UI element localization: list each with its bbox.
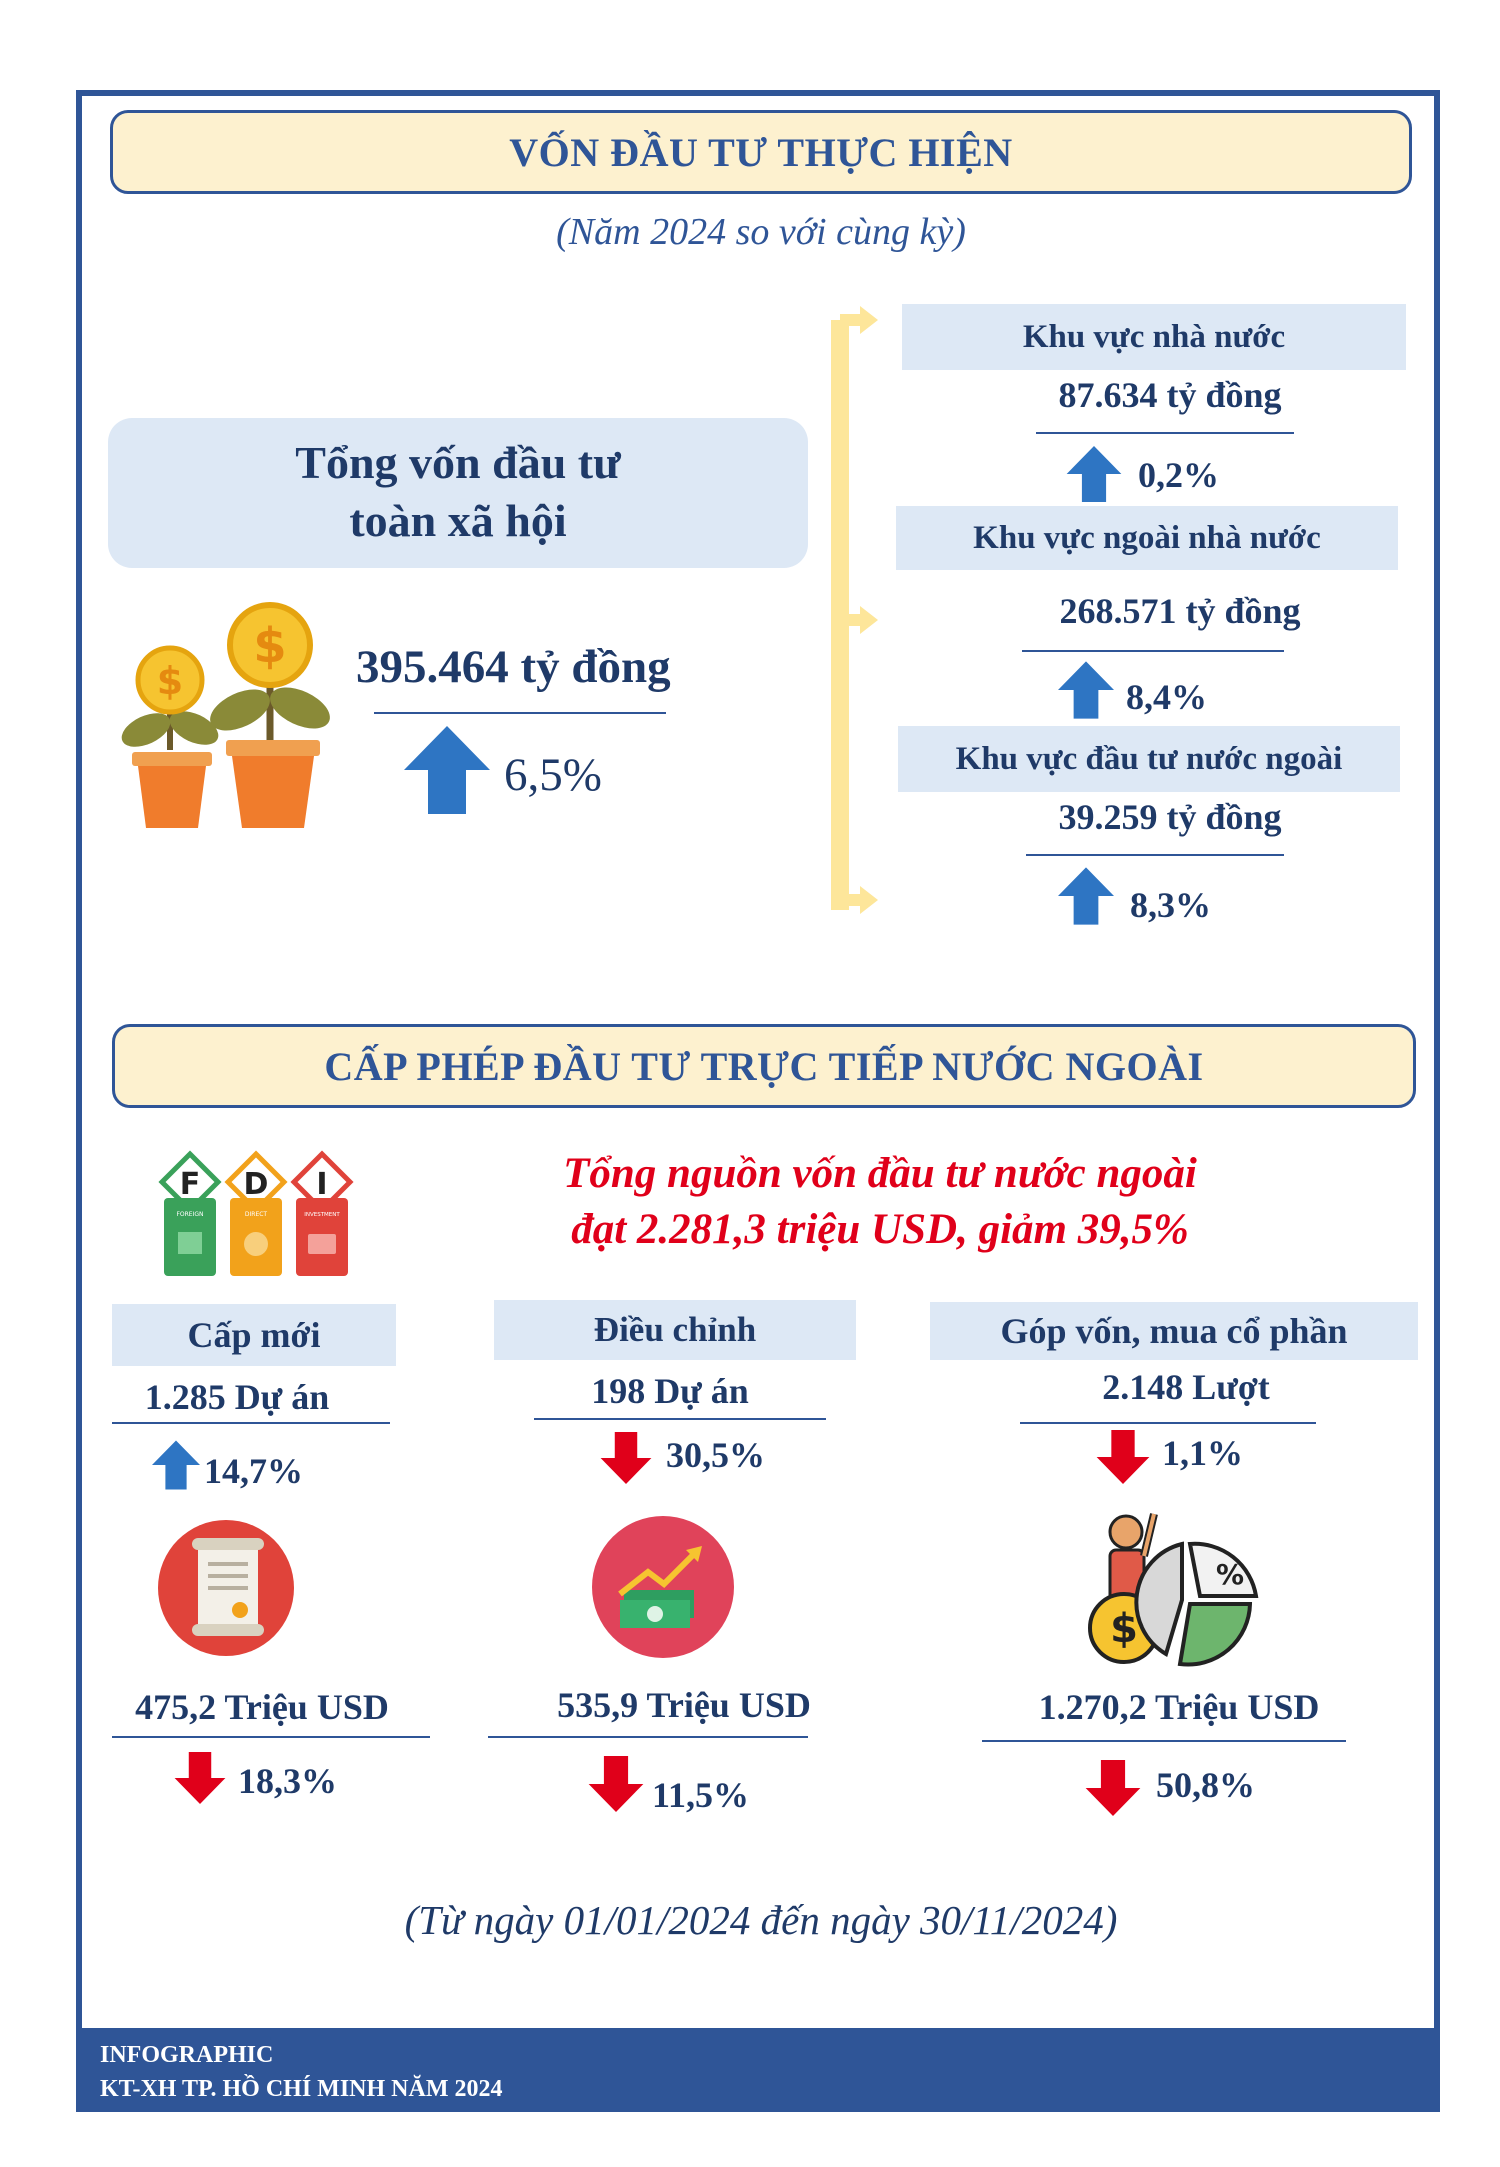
down-arrow-icon	[1094, 1430, 1152, 1484]
sector-state-underline	[1036, 432, 1294, 434]
fdi-title-banner	[112, 1024, 1416, 1108]
fdi-new-count: 1.285 Dự án	[144, 1377, 330, 1417]
fdi-new-capital: 475,2 Triệu USD	[135, 1687, 389, 1727]
fdi-capital-contribution-label-text: Góp vốn, mua cổ phần	[1000, 1311, 1348, 1351]
footer-line2: KT-XH TP. HỒ CHÍ MINH NĂM 2024	[100, 2076, 503, 2102]
svg-text:D: D	[243, 1167, 269, 1202]
total-investment-label-box	[108, 418, 808, 568]
up-arrow-icon	[1066, 446, 1122, 502]
fdi-new-capital-change: 18,3%	[238, 1761, 337, 1801]
sector-nonstate-value: 268.571 tỷ đồng	[1059, 591, 1301, 631]
svg-text:$: $	[156, 659, 184, 703]
investment-title: VỐN ĐẦU TƯ THỰC HIỆN	[509, 129, 1013, 175]
fdi-adjust-capital-underline	[488, 1736, 808, 1738]
svg-text:I: I	[316, 1167, 328, 1202]
svg-text:$: $	[253, 618, 287, 674]
fdi-headline-line2: đạt 2.281,3 triệu USD, giảm 39,5%	[571, 1206, 1189, 1253]
fdi-headline	[450, 1146, 1310, 1258]
money-plant-icon	[118, 600, 338, 830]
down-arrow-icon	[586, 1756, 646, 1812]
sector-foreign-value: 39.259 tỷ đồng	[1058, 797, 1282, 837]
brace-connector	[820, 300, 880, 930]
svg-text:FOREIGN: FOREIGN	[176, 1211, 204, 1218]
fdi-adjust-count-change: 30,5%	[666, 1435, 765, 1475]
fdi-period: (Từ ngày 01/01/2024 đến ngày 30/11/2024)	[404, 1897, 1118, 1943]
sector-nonstate-label	[896, 506, 1398, 570]
up-arrow-icon	[1058, 866, 1114, 926]
sector-nonstate-change: 8,4%	[1126, 677, 1207, 717]
svg-text:$: $	[1110, 1606, 1138, 1652]
investment-title-banner	[110, 110, 1412, 194]
fdi-capital-contribution-capital-underline	[982, 1740, 1346, 1742]
fdi-adjust-count: 198 Dự án	[591, 1371, 749, 1411]
fdi-new-label	[112, 1304, 396, 1366]
svg-text:%: %	[1215, 1558, 1245, 1591]
sector-foreign-label-text: Khu vực đầu tư nước ngoài	[955, 740, 1343, 777]
down-arrow-icon	[598, 1432, 654, 1484]
sector-state-label	[902, 304, 1406, 370]
fdi-adjust-capital: 535,9 Triệu USD	[557, 1685, 811, 1725]
up-arrow-icon	[152, 1436, 200, 1494]
fdi-capital-contribution-label	[930, 1302, 1418, 1360]
fdi-logo-icon	[158, 1150, 354, 1280]
fdi-adjust-capital-change: 11,5%	[652, 1775, 750, 1815]
fdi-new-label-text: Cấp mới	[187, 1315, 321, 1355]
fdi-headline-line1: Tổng nguồn vốn đầu tư nước ngoài	[563, 1150, 1197, 1197]
fdi-capital-contribution-capital: 1.270,2 Triệu USD	[1038, 1687, 1320, 1727]
fdi-capital-contribution-capital-change: 50,8%	[1156, 1765, 1255, 1805]
footer-bar	[76, 2028, 1440, 2112]
svg-text:DIRECT: DIRECT	[244, 1211, 268, 1218]
total-label-line1: Tổng vốn đầu tư	[295, 437, 621, 488]
fdi-adjust-label-text: Điều chỉnh	[593, 1310, 757, 1349]
sector-state-change: 0,2%	[1138, 455, 1219, 495]
down-arrow-icon	[170, 1752, 230, 1804]
sector-foreign-change: 8,3%	[1130, 885, 1211, 925]
sector-nonstate-label-text: Khu vực ngoài nhà nước	[973, 519, 1321, 556]
total-label-line2: toàn xã hội	[349, 495, 567, 546]
sector-nonstate-underline	[1022, 650, 1284, 652]
total-investment-change: 6,5%	[504, 749, 602, 801]
up-arrow-icon	[1058, 660, 1114, 720]
investor-pie-chart-icon	[1080, 1504, 1262, 1674]
sector-foreign-label	[898, 726, 1400, 792]
fdi-new-capital-underline	[112, 1736, 430, 1738]
contract-certificate-icon	[156, 1518, 296, 1658]
investment-subtitle: (Năm 2024 so với cùng kỳ)	[556, 211, 966, 253]
fdi-adjust-count-underline	[534, 1418, 826, 1420]
fdi-capital-contribution-count-underline	[1020, 1422, 1316, 1424]
fdi-capital-contribution-count: 2.148 Lượt	[1102, 1367, 1270, 1407]
fdi-new-count-change: 14,7%	[204, 1451, 303, 1491]
total-value-underline	[374, 712, 666, 714]
sector-state-label-text: Khu vực nhà nước	[1022, 318, 1286, 355]
up-arrow-icon	[404, 726, 490, 814]
sector-state-value: 87.634 tỷ đồng	[1058, 375, 1282, 415]
fdi-title: CẤP PHÉP ĐẦU TƯ TRỰC TIẾP NƯỚC NGOÀI	[324, 1043, 1204, 1089]
fdi-new-count-underline	[112, 1422, 390, 1424]
money-growth-icon	[590, 1514, 736, 1660]
fdi-capital-contribution-count-change: 1,1%	[1162, 1433, 1243, 1473]
total-investment-value: 395.464 tỷ đồng	[356, 641, 671, 693]
svg-text:F: F	[179, 1167, 201, 1202]
fdi-adjust-label	[494, 1300, 856, 1360]
sector-foreign-underline	[1026, 854, 1284, 856]
down-arrow-icon	[1084, 1760, 1142, 1816]
svg-text:INVESTMENT: INVESTMENT	[304, 1212, 340, 1218]
footer-line1: INFOGRAPHIC	[100, 2042, 274, 2068]
